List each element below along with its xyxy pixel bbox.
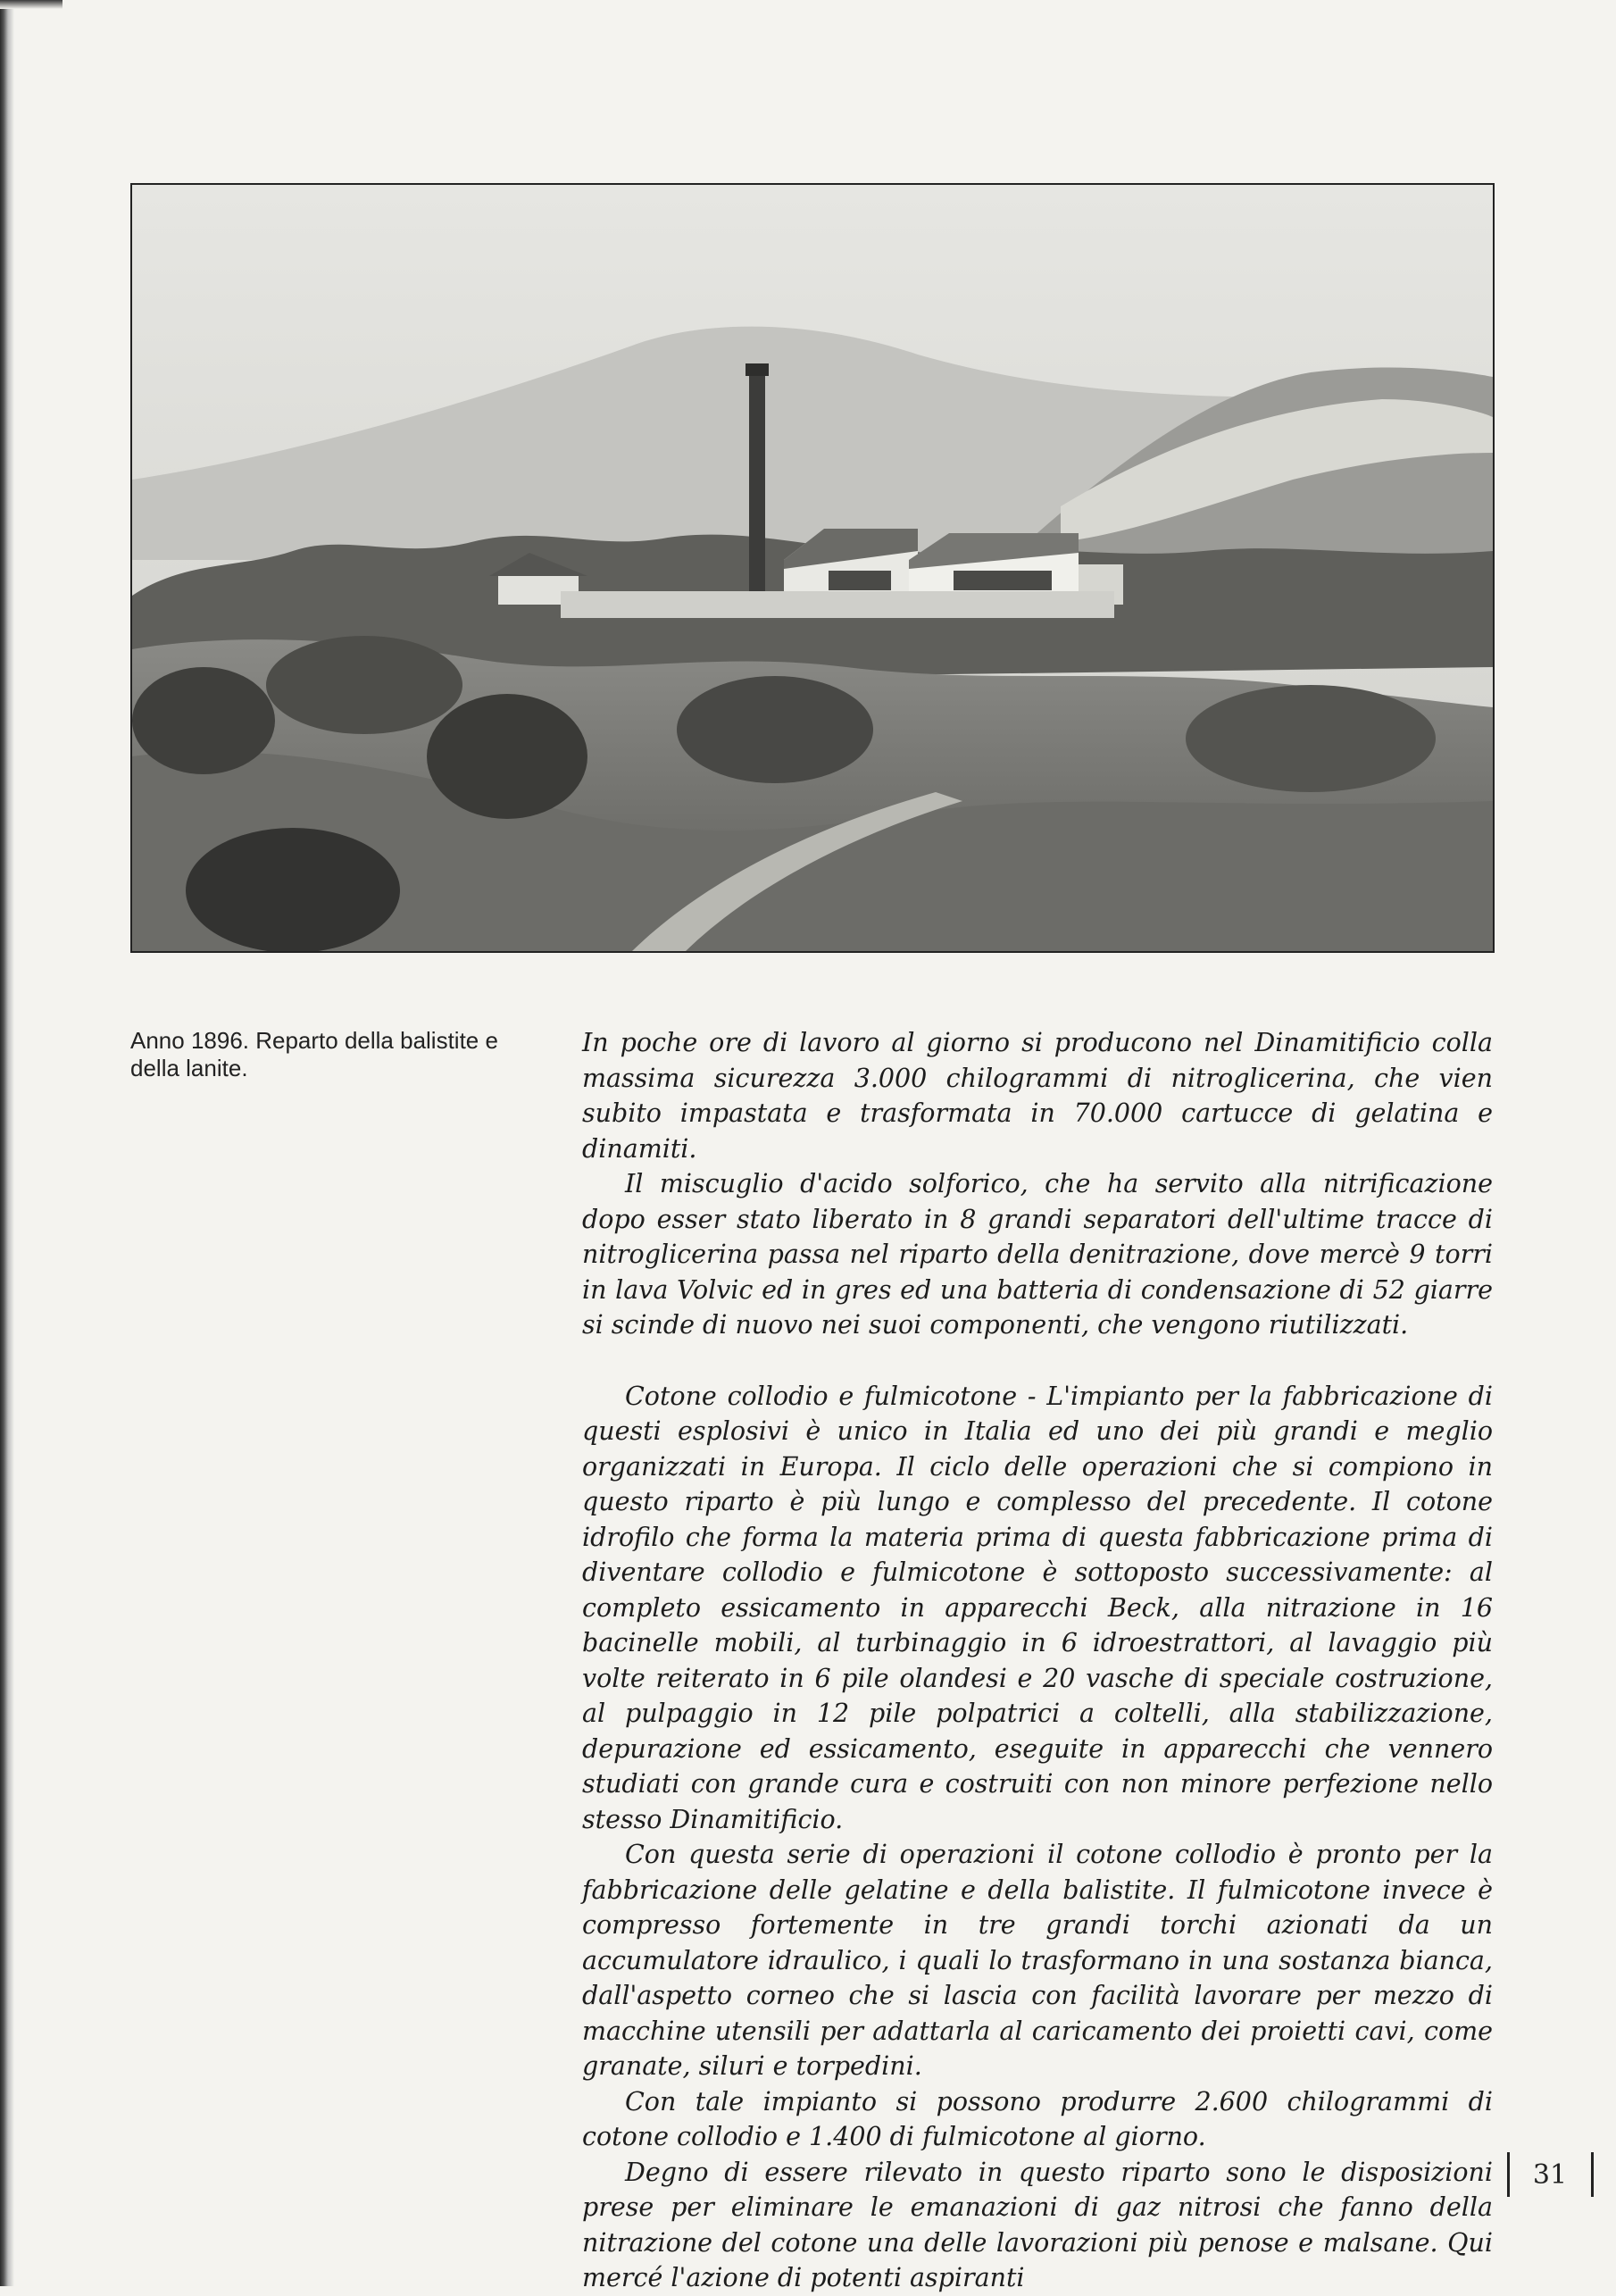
photo-caption: Anno 1896. Reparto della balistite e della lanite. xyxy=(130,1027,498,1081)
paragraph-3: Cotone collodio e fulmicotone - L'impianto per la fabbricazione di questi esplosivi è unico in Italia ed uno dei più grandi e meglio organizzati in Europa. Il ciclo delle operazioni che si compiono in questo riparto è più lungo e complesso del precedente. Il cotone idrofilo che forma la materia prima di questa fabbricazione prima di diventare collodio e fulmicotone è sottoposto successivamente: al completo essicamento in apparecchi Beck, alla nitrazione in 16 bacinelle mobili, al turbinaggio in 6 idroestrattori, al lavaggio più volte reiterato in 6 pile olandesi e 20 vasche di speciale costruzione, al pulpaggio in 12 pile polpatrici a coltelli, alla stabilizzazione, depurazione ed essicamento, eseguite in apparecchi che vennero studiati con grande cura e costruiti con non minore perfezione nello stesso Dinamitificio. xyxy=(582,1381,1493,1834)
paragraph-1: In poche ore di lavoro al giorno si producono nel Dinamitificio colla massima sicurezza 3.000 chilogrammi di nitroglicerina, che vien subito impastata e trasformata in 70.000 cartucce di gelatina e dinamiti. xyxy=(582,1028,1493,1164)
scan-corner-shadow xyxy=(0,0,62,9)
paragraph-6: Degno di essere rilevato in questo riparto sono le disposizioni prese per eliminare le emanazioni di gaz nitrosi che fanno della nitrazione del cotone una delle lavorazioni più penose e malsane. Qui mercé l'azione di potenti aspiranti xyxy=(582,2157,1493,2292)
body-text xyxy=(582,1025,1493,2296)
page-number: 31 xyxy=(1532,2159,1568,2191)
paragraph-2: Il miscuglio d'acido solforico, che ha servito alla nitrificazione dopo esser stato liberato in 8 grandi separatori dell'ultime tracce di nitroglicerina passa nel riparto della denitrazione, dove mercè 9 torri in lava Volvic ed in gres ed una batteria di condensazione di 52 giarre si scinde di nuovo nei suoi componenti, che vengono riutilizzati. xyxy=(582,1169,1493,1340)
paragraph-4: Con questa serie di operazioni il cotone collodio è pronto per la fabbricazione delle gelatine e della balistite. Il fulmicotone invece è compresso fortemente in tre grandi torchi azionati da un accumulatore idraulico, i quali lo trasformano in una sostanza bianca, dall'aspetto corneo che si lascia con facilità lavorare per mezzo di macchine utensili per adattarla al caricamento dei proietti cavi, come granate, siluri e torpedini. xyxy=(582,1840,1493,2081)
paragraph-5: Con tale impianto si possono produrre 2.600 chilogrammi di cotone collodio e 1.400 di fulmicotone al giorno. xyxy=(582,2086,1493,2151)
factory-landscape-illustration xyxy=(132,185,1493,951)
scan-edge-shadow xyxy=(0,0,14,2286)
page-number-right-rule xyxy=(1591,2152,1594,2197)
page-number-left-rule xyxy=(1507,2152,1510,2197)
historic-factory-photo xyxy=(130,183,1495,953)
